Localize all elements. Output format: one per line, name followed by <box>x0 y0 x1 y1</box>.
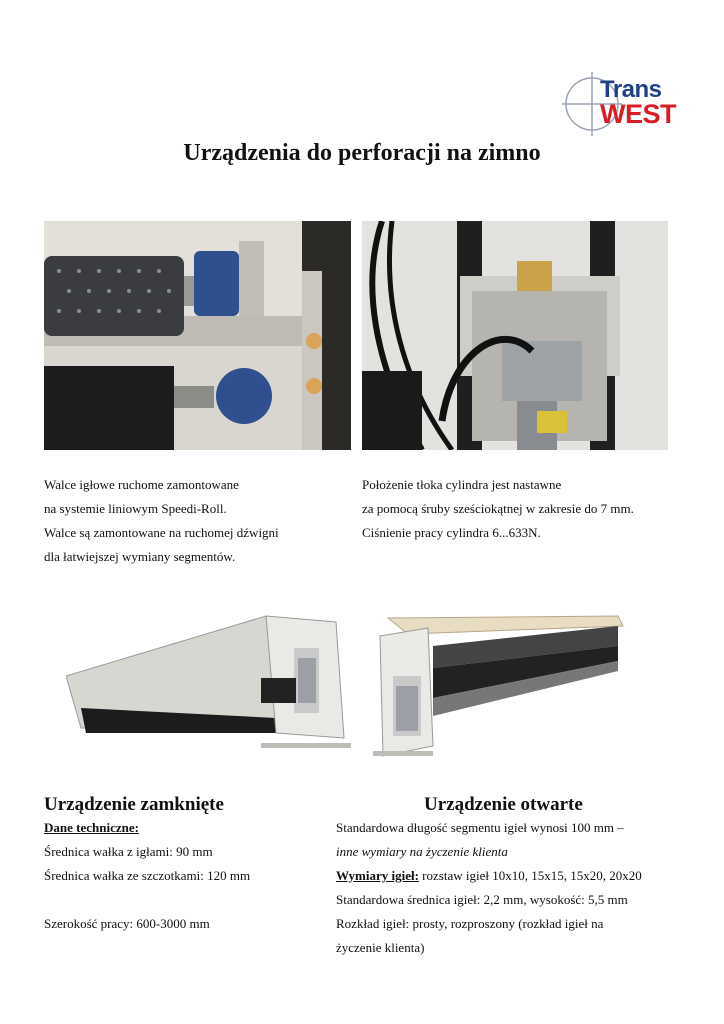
needle-roller-diameter: Średnica wałka z igłami: 90 mm <box>44 844 213 859</box>
photo-cylinder <box>362 221 668 450</box>
photo-device-closed <box>66 608 356 758</box>
tech-specs-right <box>336 816 696 960</box>
photo-needle-rollers <box>44 221 351 450</box>
left-caption-line: dla łatwiejszej wymiany segmentów. <box>44 549 236 564</box>
needle-diameter: Standardowa średnica igieł: 2,2 mm, wysokość: 5,5 mm <box>336 892 628 907</box>
right-caption-line: za pomocą śruby sześciokątnej w zakresie do 7 mm. <box>362 501 634 516</box>
right-caption-line: Położenie tłoka cylindra jest nastawne <box>362 477 562 492</box>
segment-length: Standardowa długość segmentu igieł wynosi 100 mm – <box>336 820 624 835</box>
company-logo <box>562 68 680 138</box>
left-caption-line: Walce igłowe ruchome zamontowane <box>44 477 239 492</box>
right-caption <box>362 473 692 545</box>
needle-dimensions <box>336 864 696 888</box>
left-caption-line: Walce są zamontowane na ruchomej dźwigni <box>44 525 279 540</box>
tech-label: Dane techniczne: <box>44 820 139 835</box>
needle-layout-cont: życzenie klienta) <box>336 940 425 955</box>
heading-closed: Urządzenie zamknięte <box>44 794 224 815</box>
page-title: Urządzenia do perforacji na zimno <box>183 140 541 166</box>
right-caption-line: Ciśnienie pracy cylindra 6...633N. <box>362 525 541 540</box>
segment-note: inne wymiary na życzenie klienta <box>336 844 508 859</box>
needle-dimensions-label: Wymiary igieł: <box>336 868 419 883</box>
needle-layout: Rozkład igieł: prosty, rozproszony (rozkład igieł na <box>336 916 604 931</box>
tech-specs-left <box>44 816 334 936</box>
needle-dimensions-value: rozstaw igieł 10x10, 15x15, 15x20, 20x20 <box>418 868 642 883</box>
left-caption <box>44 473 354 569</box>
spacer <box>44 888 334 912</box>
logo-text-west: WEST <box>600 99 676 129</box>
logo-text-trans: Trans <box>600 76 662 103</box>
left-caption-line: na systemie liniowym Speedi-Roll. <box>44 501 227 516</box>
brush-roller-diameter: Średnica wałka ze szczotkami: 120 mm <box>44 868 251 883</box>
photo-device-open <box>368 606 628 766</box>
working-width: Szerokość pracy: 600-3000 mm <box>44 916 210 931</box>
heading-open: Urządzenie otwarte <box>424 794 583 815</box>
